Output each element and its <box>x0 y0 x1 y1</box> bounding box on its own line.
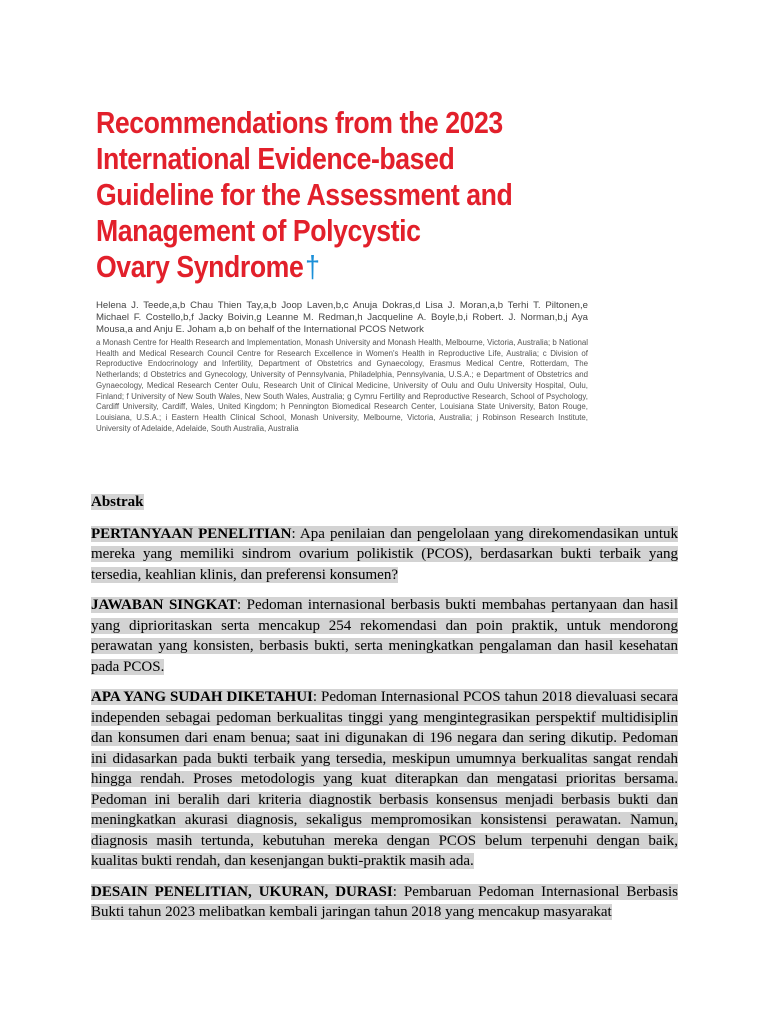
title-line <box>96 249 512 285</box>
document-body <box>91 492 678 933</box>
title-line: Management of Polycystic <box>96 213 421 248</box>
section-what-is-known <box>91 687 678 872</box>
section-study-design <box>91 882 678 923</box>
section-text: : Pedoman internasional berbasis bukti membahas pertanyaan dan hasil yang diprioritaskan serta mencakup 254 rekomendasi dan poin praktik, untuk mendorong perawatan yang konsisten, berbasis bukti, serta meningkatkan pengalaman dan hasil kesehatan pada PCOS. <box>91 597 678 675</box>
affiliations: a Monash Centre for Health Research and Implementation, Monash University and Monash Health, Melbourne, Victoria, Australia; b National Health and Medical Research Council Centre for Research Excellence in Women's Health in Reproductive Life, Australia; c Division of Reproductive Endocrinology and Infertility, Department of Obstetrics and Gynaecology, Erasmus Medical Centre, Rotterdam, The Netherlands; d Obstetrics and Gynecology, University of Pennsylvania, Philadelphia, Pennsylvania, U.S.A.; e Department of Obstetrics and Gynaecology, Medical Research Center Oulu, Research Unit of Clinical Medicine, University of Oulu and Oulu University Hospital, Oulu, Finland; f University of New South Wales, New South Wales, Australia; g Cymru Fertility and Reproductive Research, School of Psychology, Cardiff University, Cardiff, Wales, United Kingdom; h Pennington Biomedical Research Center, Louisiana State University, Baton Rouge, Louisiana, U.S.A.; i Eastern Health Clinical School, Monash University, Melbourne, Victoria, Australia; j Robinson Research Institute, University of Adelaide, Adelaide, South Australia, Australia <box>96 338 588 433</box>
section-label: APA YANG SUDAH DIKETAHUI <box>91 689 313 705</box>
title-line: Guideline for the Assessment and <box>96 177 513 212</box>
title-line-text: Ovary Syndrome <box>96 249 304 284</box>
author-list: Helena J. Teede,a,b Chau Thien Tay,a,b Joop Laven,b,c Anuja Dokras,d Lisa J. Moran,a,b Terhi T. Piltonen,e Michael F. Costello,b,f Jacky Boivin,g Leanne M. Redman,h Jacqueline A. Boyle,b,i Robert. J. Norman,b,j Aya Mousa,a and Anju E. Joham a,b on behalf of the International PCOS Network <box>96 300 588 336</box>
section-label: JAWABAN SINGKAT <box>91 597 238 613</box>
section-research-question <box>91 524 678 586</box>
section-label: DESAIN PENELITIAN, UKURAN, DURASI <box>91 883 393 900</box>
abstract-heading: Abstrak <box>91 494 144 510</box>
section-label: PERTANYAAN PENELITIAN <box>91 525 292 542</box>
section-summary-answer <box>91 595 678 677</box>
title-line: International Evidence-based <box>96 141 455 176</box>
section-text: : Pembaruan Pedoman Internasional Berbasis Bukti tahun 2023 melibatkan kembali jaringan tahun 2018 yang mencakup masyarakat <box>91 883 678 920</box>
article-title <box>96 105 512 285</box>
title-line: Recommendations from the 2023 <box>96 105 503 140</box>
section-text: : Pedoman Internasional PCOS tahun 2018 dievaluasi secara independen sebagai pedoman berkualitas tinggi yang mengintegrasikan perspektif multidisiplin dan konsumen dari enam benua; saat ini digunakan di 196 negara dan sering dikutip. Pedoman ini didasarkan pada bukti terbaik yang tersedia, meskipun umumnya berkualitas sangat rendah hingga rendah. Proses metodologis yang kuat diterapkan dan mengatasi prioritas bersama. Pedoman ini beralih dari kriteria diagnostik berbasis konsensus menjadi berbasis bukti dan meningkatkan akurasi diagnosis, sekaligus mempromosikan konsistensi perawatan. Namun, diagnosis masih tertunda, kebutuhan mereka dengan PCOS belum terpenuhi dengan baik, kualitas bukti rendah, dan kesenjangan bukti-praktik masih ada. <box>91 689 679 869</box>
article-header-figure <box>91 100 591 452</box>
dagger-footnote-mark: † <box>305 249 320 284</box>
section-text: : Apa penilaian dan pengelolaan yang direkomendasikan untuk mereka yang memiliki sindrom ovarium polikistik (PCOS), berdasarkan bukti terbaik yang tersedia, keahlian klinis, dan preferensi konsumen? <box>91 525 678 583</box>
